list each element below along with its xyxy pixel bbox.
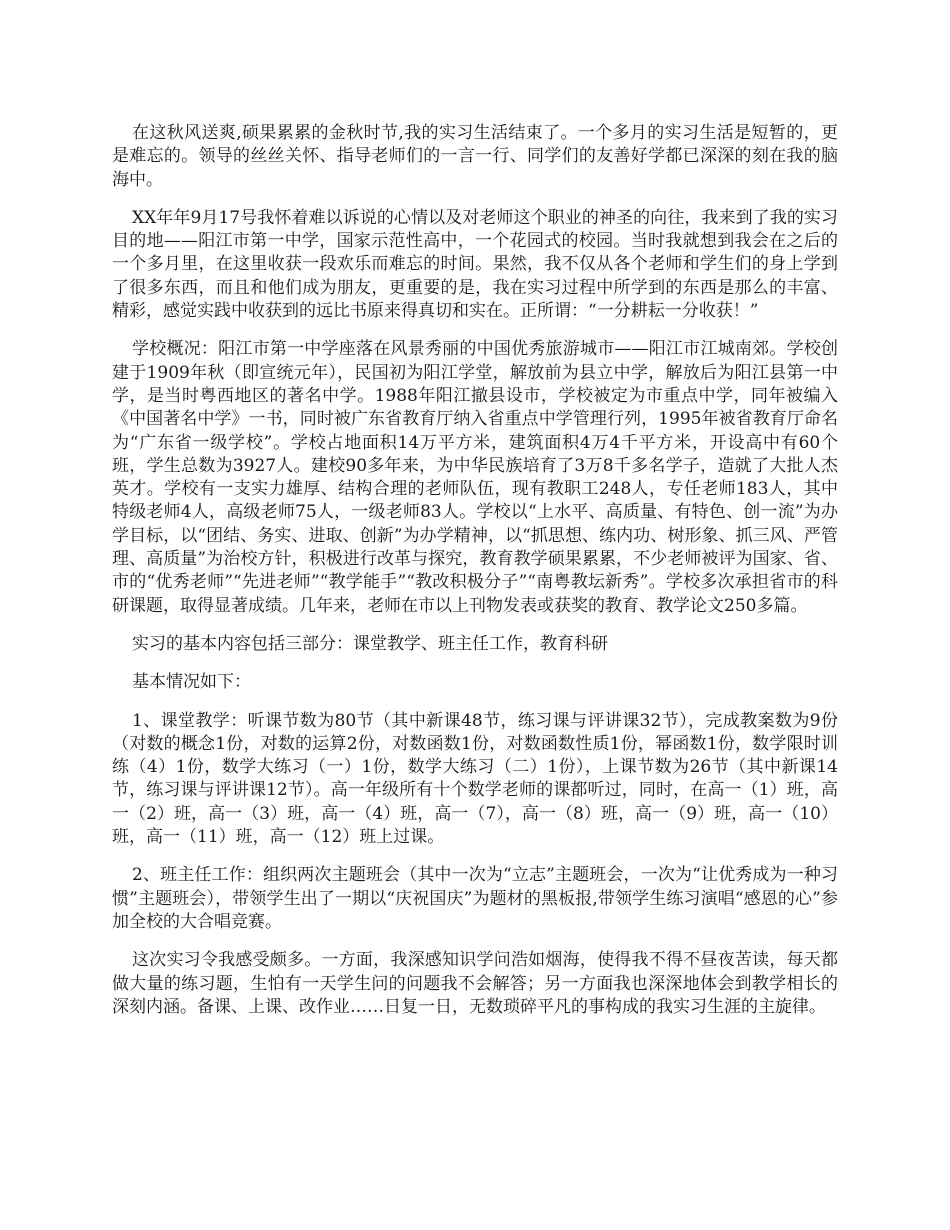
paragraph-intro: 在这秋风送爽,硕果累累的金秋时节,我的实习生活结束了。一个多月的实习生活是短暂的，更是难忘的。领导的丝丝关怀、指导老师们的一言一行、同学们的友善好学都已深深的刻在我的脑海中。 (112, 123, 838, 190)
paragraph-reflection: 这次实习令我感受颇多。一方面，我深感知识学问浩如烟海，使得我不得不昼夜苦读，每天都做大量的练习题，生怕有一天学生问的问题我不会解答；另一方面我也深深地体会到教学相长的深刻内涵。备课、上课、改作业……日复一日，无数琐碎平凡的事构成的我实习生涯的主旋律。 (112, 950, 838, 1017)
paragraph-classroom-teaching: 1、课堂教学：听课节数为80节（其中新课48节，练习课与评讲课32节），完成教案数为9份（对数的概念1份，对数的运算2份，对数函数1份，对数函数性质1份，幂函数1份，数学限时训练（4）1份，数学大练习（一）1份，数学大练习（二）1份），上课节数为26节（其中新课14节，练习课与评讲课12节）。高一年级所有十个数学老师的课都听过，同时，在高一（1）班，高一（2）班，高一（3）班，高一（4）班，高一（7），高一（8）班，高一（9）班，高一（10）班，高一（11）班，高一（12）班上过课。 (112, 710, 838, 848)
paragraph-head-teacher-work: 2、班主任工作：组织两次主题班会（其中一次为“立志”主题班会，一次为“让优秀成为一种习惯”主题班会），带领学生出了一期以“庆祝国庆”为题材的黑板报,带领学生练习演唱“感恩的心”参加全校的大合唱竞赛。 (112, 865, 838, 932)
paragraph-internship-content: 实习的基本内容包括三部分：课堂教学、班主任工作，教育科研 (132, 633, 608, 654)
paragraph-arrival: XX年年9月17号我怀着难以诉说的心情以及对老师这个职业的神圣的向往，我来到了我的实习目的地——阳江市第一中学，国家示范性高中，一个花园式的校园。当时我就想到我会在之后的一个多月里，在这里收获一段欢乐而难忘的时间。果然，我不仅从各个老师和学生们的身上学到了很多东西，而且和他们成为朋友，更重要的是，我在实习过程中所学到的东西是那么的丰富、精彩，感觉实践中收获到的远比书原来得真切和实在。正所谓：“一分耕耘一分收获！” (112, 207, 838, 322)
paragraph-basic-situation: 基本情况如下： (132, 672, 251, 693)
document-body (112, 122, 838, 1034)
paragraph-school-overview: 学校概况：阳江市第一中学座落在风景秀丽的中国优秀旅游城市——阳江市江城南郊。学校创建于1909年秋（即宣统元年），民国初为阳江学堂，解放前为县立中学，解放后为阳江县第一中学，是当时粤西地区的著名中学。1988年阳江撤县设市，学校被定为市重点中学，同年被编入《中国著名中学》一书，同时被广东省教育厅纳入省重点中学管理行列，1995年被省教育厅命名为“广东省一级学校”。学校占地面积14万平方米，建筑面积4万4千平方米，开设高中有60个班，学生总数为3927人。建校90多年来，为中华民族培育了3万8千多名学子，造就了大批人杰英才。学校有一支实力雄厚、结构合理的老师队伍，现有教职工248人，专任老师183人，其中特级老师4人，高级老师75人，一级老师83人。学校以“上水平、高质量、有特色、创一流”为办学目标，以“团结、务实、进取、创新”为办学精神，以“抓思想、练内功、树形象、抓三风、严管理、高质量”为治校方针，积极进行改革与探究，教育教学硕果累累，不少老师被评为国家、省、市的“优秀老师”“先进老师”“教学能手”“教改积极分子”“南粤教坛新秀”。学校多次承担省市的科研课题，取得显著成绩。几年来，老师在市以上刊物发表或获奖的教育、教学论文250多篇。 (112, 339, 838, 616)
